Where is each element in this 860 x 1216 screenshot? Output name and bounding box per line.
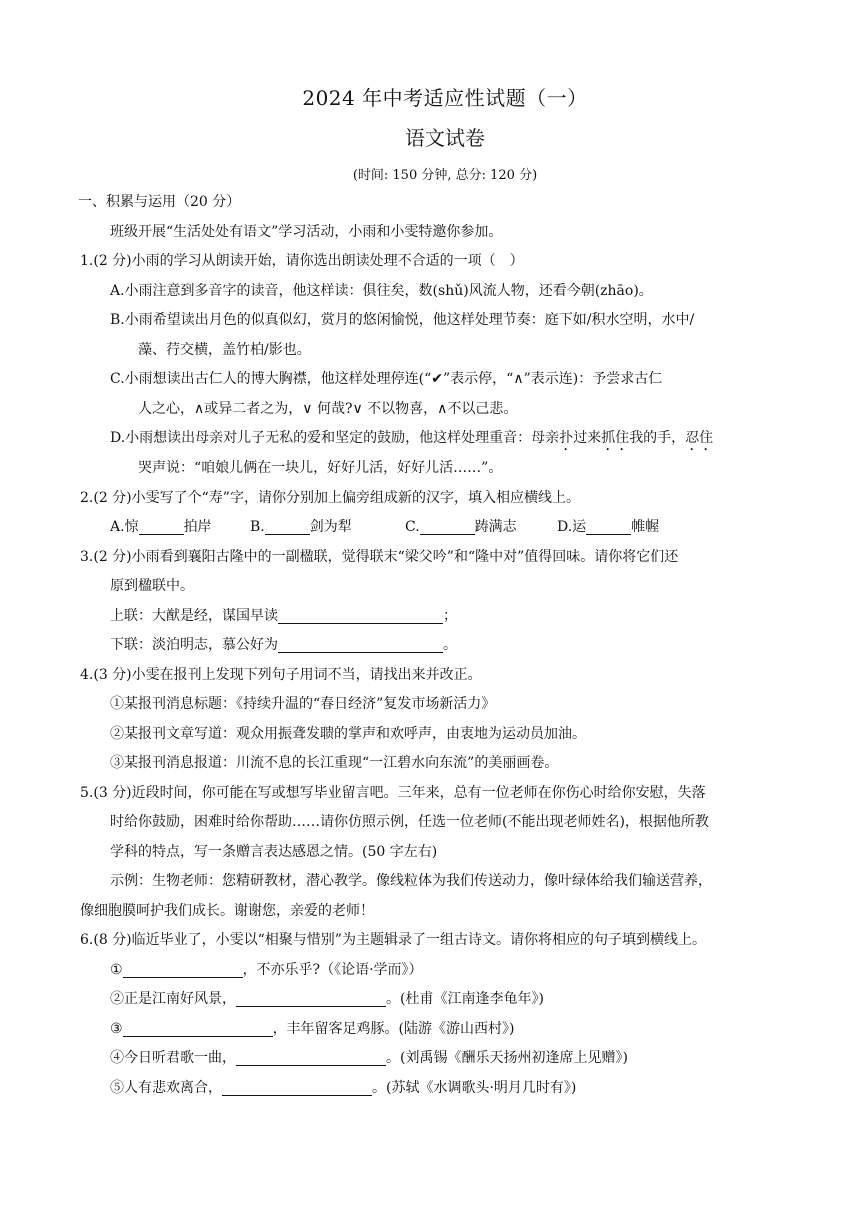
q6-stem: 6.(8 分)临近毕业了，小雯以“相聚与惜别”为主题辑录了一组古诗文。请你将相应的句子填到横线上。 (80, 932, 706, 948)
q3-stem-line1: 3.(2 分)小雨看到襄阳古隆中的一副楹联，觉得联末“梁父吟”和“隆中对”值得回味。请你将它们还 (80, 548, 679, 565)
section-heading: 一、积累与运用（20 分） (78, 194, 241, 210)
q1-option-b-line2: 藻、荇交横，盖竹柏/影也。 (138, 341, 311, 358)
q6-line-3: ③ ，丰年留客足鸡豚。(陆游《游山西村》) (110, 1020, 515, 1037)
q1-option-d-line2: 哭声说：“咱娘儿俩在一块儿，好好儿活，好好儿活……”。 (138, 460, 503, 476)
q3-lower-couplet: 下联：淡泊明志，慕公好为 。 (110, 637, 457, 653)
q4-stem: 4.(3 分)小雯在报刊上发现下列句子用词不当，请找出来并改正。 (80, 666, 482, 683)
stress-mark-pu: 扑 (559, 430, 574, 446)
q5-example-line1: 示例：生物老师：您精研教材，潜心教学。像线粒体为我们传送动力，像叶绿体给我们输送营养， (110, 873, 712, 889)
q1-option-d-line1: D.小雨想读出母亲对儿子无私的爱和坚定的鼓励，他这样处理重音：母亲扑过来抓住我的手，忍住 (110, 430, 714, 446)
q1-option-c-line2: 人之心，∧或异二者之为，∨ 何哉?∨ 不以物喜，∧不以己悲。 (138, 400, 518, 417)
q6-line-2: ②正是江南好风景， 。(杜甫《江南逢李龟年》) (110, 991, 544, 1007)
q2-blank-c[interactable] (420, 518, 475, 535)
exam-meta: (时间: 150 分钟, 总分: 120 分) (352, 168, 538, 183)
q2-option-b: B. 剑为犁 (250, 519, 352, 535)
q3-blank-upper[interactable] (278, 607, 443, 624)
exam-title: 2024 年中考适应性试题（一） (302, 86, 588, 110)
q6-blank-2[interactable] (236, 990, 386, 1007)
q6-line-1: ① ，不亦乐乎?（《论语·学而》） (110, 961, 423, 978)
q6-line-4: ④今日听君歌一曲， 。(刘禹锡《酬乐天扬州初逢席上见赠》) (110, 1050, 628, 1066)
q5-example-line2: 像细胞膜呵护我们成长。谢谢您，亲爱的老师！ (80, 902, 374, 919)
stress-mark-renzhu: 忍住 (685, 430, 714, 446)
q2-blank-b[interactable] (265, 518, 310, 535)
q2-stem: 2.(2 分)小雯写了个“寿”字，请你分别加上偏旁组成新的汉字，填入相应横线上。 (80, 489, 580, 506)
q6-blank-5[interactable] (222, 1079, 372, 1096)
q6-blank-4[interactable] (236, 1049, 386, 1066)
section-intro: 班级开展“生活处处有语文”学习活动，小雨和小雯特邀你参加。 (110, 223, 503, 240)
q6-blank-3[interactable] (123, 1020, 273, 1037)
q1-stem: 1.(2 分)小雨的学习从朗读开始，请你选出朗读处理不合适的一项（ ） (80, 253, 524, 269)
q6-line-5: ⑤人有悲欢离合， 。(苏轼《水调歌头·明月几时有》) (110, 1079, 577, 1096)
exam-subtitle: 语文试卷 (405, 126, 485, 150)
q2-option-d: D.运 帷幄 (557, 519, 660, 535)
q6-blank-1[interactable] (123, 961, 243, 978)
q5-stem-line2: 时给你鼓励，困难时给你帮助……请你仿照示例，任选一位老师(不能出现老师姓名)，根据他所教 (110, 814, 709, 830)
q5-stem-line3: 学科的特点，写一条赠言表达感恩之情。(50 字左右) (110, 843, 438, 860)
q1-option-a: A.小雨注意到多音字的读音，他这样读：俱往矣，数(shǔ)风流人物，还看今朝(zhāo)。 (110, 282, 653, 299)
q4-sentence-1: ①某报刊消息标题：《持续升温的“春日经济”复发市场新活力》 (110, 696, 496, 712)
q2-options (80, 513, 810, 543)
q3-stem-line2: 原到楹联中。 (110, 578, 194, 594)
q2-blank-a[interactable] (139, 518, 184, 535)
q1-option-b-line1: B.小雨希望读出月色的似真似幻，赏月的悠闲愉悦，他这样处理节奏：庭下如/积水空明，水中/ (110, 312, 695, 328)
q4-sentence-2: ②某报刊文章写道：观众用振聋发聩的掌声和欢呼声，由衷地为运动员加油。 (110, 725, 586, 742)
q2-option-c: C. 踌满志 (405, 519, 517, 535)
q3-blank-lower[interactable] (278, 636, 443, 653)
q3-upper-couplet: 上联：大猷是经，谋国早读 ； (110, 607, 457, 624)
q2-option-a: A.惊 拍岸 (110, 519, 212, 535)
q5-stem-line1: 5.(3 分)近段时间，你可能在写或想写毕业留言吧。三年来，总有一位老师在你伤心时给你安慰，失落 (80, 784, 706, 801)
q1-option-c-line1: C.小雨想读出古仁人的博大胸襟，他这样处理停连(“✔”表示停，“∧”表示连)：予尝求古仁 (110, 371, 663, 387)
q2-blank-d[interactable] (586, 518, 631, 535)
q4-sentence-3: ③某报刊消息报道：川流不息的长江重现“一江碧水向东流”的美丽画卷。 (110, 755, 559, 771)
stress-mark-zhuazhu: 抓住 (601, 430, 630, 446)
